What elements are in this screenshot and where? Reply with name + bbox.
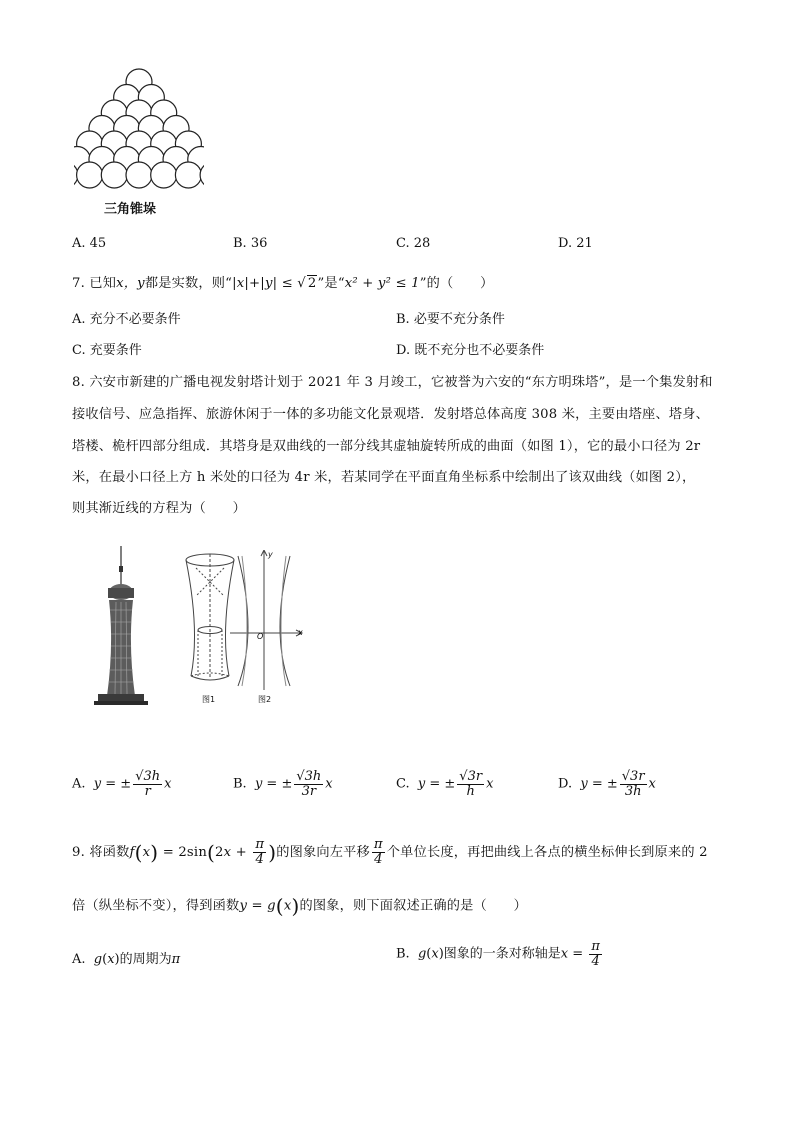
q7-vars: x，y	[116, 276, 145, 291]
pyramid-ball	[175, 162, 201, 188]
fig2-label: 图2	[258, 695, 272, 704]
q7-option-c: C. 充要条件	[72, 343, 142, 358]
q8-line-3: 塔楼、桅杆四部分组成．其塔身是双曲线的一部分线其虚轴旋转所成的曲面（如图 1），它的最小口径为 2r	[72, 439, 701, 454]
fig2-axis-x: x	[298, 628, 303, 637]
q8-line-1: 8. 六安市新建的广播电视发射塔计划于 2021 年 3 月竣工，它被誉为六安的“东方明珠塔”，是一个集发射和	[72, 375, 713, 390]
tower-photo	[90, 546, 152, 706]
q7-stem	[72, 272, 494, 291]
q7-option-a: A. 充分不必要条件	[72, 312, 181, 327]
q9-line-1: 9. 将函数f(x) = 2sin(2x + $\frac{\pi}{4}$ )的图象向左平移 $\frac{\pi}{4}$ 个单位长度，再把曲线上各点的横坐标伸长到原来的 2	[72, 837, 708, 867]
q7-cond-tail: ”是“	[317, 276, 345, 291]
pyramid-ball	[126, 162, 152, 188]
triangular-pyramid-figure	[74, 68, 204, 196]
fig1-label: 图1	[202, 695, 216, 704]
pyramid-ball	[101, 162, 127, 188]
q6-option-a: A. 45	[72, 236, 107, 251]
q7-text: 都是实数，则“	[144, 276, 233, 291]
q9-option-a: A. g(x)的周期为π	[72, 952, 181, 967]
q8-option-d: D. y = ± $\frac{√3r}{3h}$ x	[558, 769, 656, 799]
hyperbola-figure-2	[228, 550, 308, 690]
q7-option-d: D. 既不充分也不必要条件	[396, 343, 545, 358]
q7-sqrt: √ 2	[297, 276, 317, 291]
q7-suffix: ”的（ ）	[419, 276, 494, 291]
fig2-axis-y: y	[268, 550, 273, 559]
q8-line-5: 则其渐近线的方程为（ ）	[72, 501, 247, 516]
q7-option-b: B. 必要不充分条件	[396, 312, 505, 327]
pyramid-circles-drawing	[74, 68, 204, 196]
q7-prefix: 7. 已知	[72, 276, 117, 291]
q6-option-d: D. 21	[558, 236, 593, 251]
q8-line-4: 米，在最小口径上方 h 米处的口径为 4r 米，若某同学在平面直角坐标系中绘制出了该双曲线（如图 2），	[72, 470, 696, 485]
q8-option-a: A. y = ± $\frac{√3h}{r}$ x	[72, 769, 172, 799]
q9-line-2: 倍（纵坐标不变），得到函数y = g(x)的图象，则下面叙述正确的是（ ）	[72, 894, 528, 918]
q6-option-b: B. 36	[233, 236, 268, 251]
pyramid-ball	[77, 162, 103, 188]
q6-option-c: C. 28	[396, 236, 431, 251]
q8-option-b: B. y = ± $\frac{√3h}{3r}$ x	[233, 769, 333, 799]
q8-option-c: C. y = ± $\frac{√3r}{h}$ x	[396, 769, 494, 799]
q7-abs-expr: |x|+|y| ≤	[232, 276, 298, 291]
q9-option-b: B. g(x)图象的一条对称轴是x = $\frac{\pi}{4}$	[396, 939, 600, 969]
q8-line-2: 接收信号、应急指挥、旅游休闲于一体的多功能文化景观塔．发射塔总体高度 308 米，主要由塔座、塔身、	[72, 407, 709, 422]
fig2-origin: O	[257, 632, 264, 641]
figure-caption: 三角锥垛	[104, 202, 157, 217]
pyramid-ball	[151, 162, 177, 188]
q7-cond2: x² + y² ≤ 1	[344, 276, 420, 291]
